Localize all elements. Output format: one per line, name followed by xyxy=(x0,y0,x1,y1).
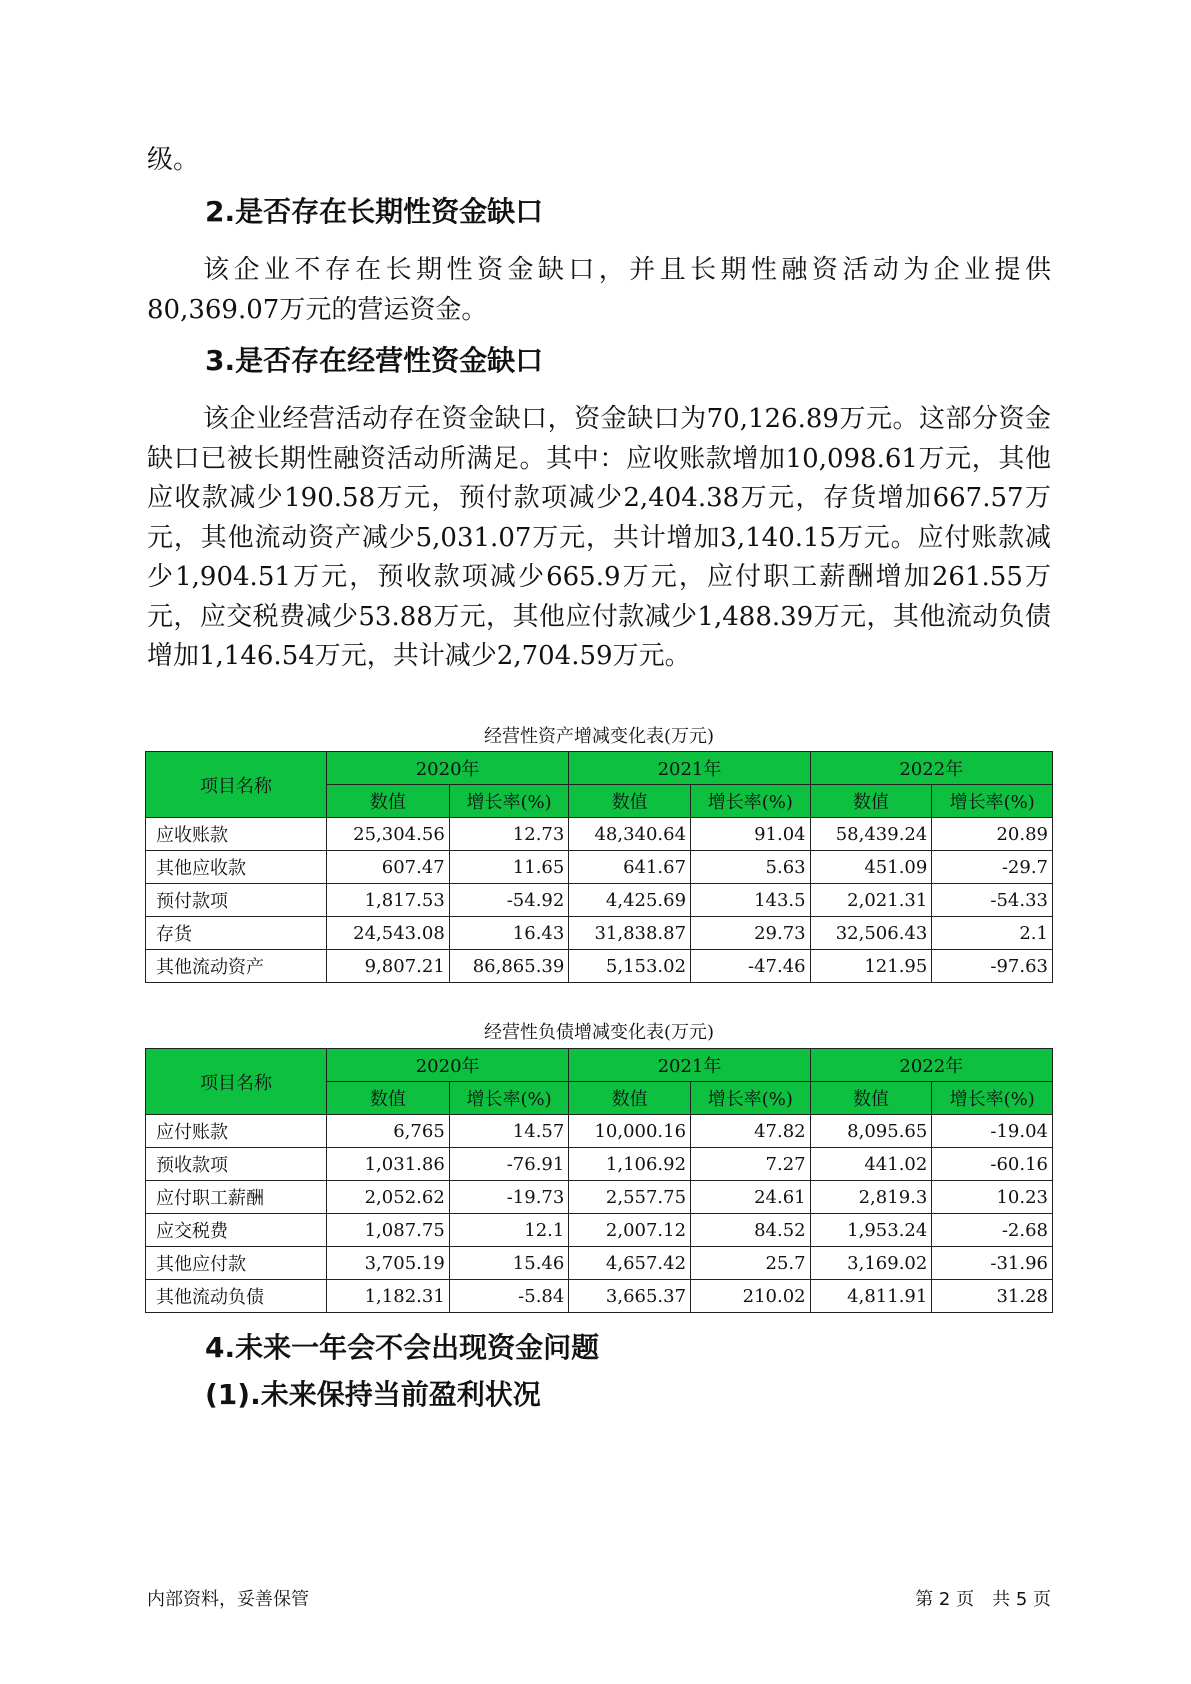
year-header: 2022年 xyxy=(810,1049,1052,1082)
table-row xyxy=(146,917,1053,950)
value-header: 数值 xyxy=(569,785,691,818)
value-cell: 451.09 xyxy=(810,851,932,884)
year-header: 2021年 xyxy=(569,1049,810,1082)
growth-rate-cell: 10.23 xyxy=(932,1181,1053,1214)
paragraph-operating-gap: 该企业经营活动存在资金缺口，资金缺口为70,126.89万元。这部分资金缺口已被长期性融资活动所满足。其中：应收账款增加10,098.61万元，其他应收款减少190.58万元，预付款项减少2,404.38万元，存货增加667.57万元，其他流动资产减少5,031.07万元，共计增加3,140.15万元。应付账款减少1,904.51万元，预收款项减少665.9万元，应付职工薪酬增加261.55万元，应交税费减少53.88万元，其他应付款减少1,488.39万元，其他流动负债增加1,146.54万元，共计减少2,704.59万元。 xyxy=(147,404,1051,671)
assets-table xyxy=(145,751,1053,983)
liabilities-table-caption: 经营性负债增减变化表(万元) xyxy=(483,1022,715,1043)
value-header: 数值 xyxy=(326,785,449,818)
growth-rate-cell: 91.04 xyxy=(691,818,811,851)
table-row xyxy=(146,1247,1053,1280)
growth-rate-cell: -31.96 xyxy=(932,1247,1053,1280)
value-cell: 48,340.64 xyxy=(569,818,691,851)
heading-next-year: 4.未来一年会不会出现资金问题 xyxy=(205,1331,600,1364)
item-name-header: 项目名称 xyxy=(146,1049,327,1115)
value-cell: 9,807.21 xyxy=(326,950,449,983)
growth-rate-cell: -29.7 xyxy=(932,851,1053,884)
row-label-cell: 其他应收款 xyxy=(146,851,327,884)
growth-rate-cell: -19.04 xyxy=(932,1115,1053,1148)
value-header: 数值 xyxy=(810,785,932,818)
value-cell: 4,811.91 xyxy=(810,1280,932,1313)
row-label-cell: 应交税费 xyxy=(146,1214,327,1247)
growth-rate-header: 增长率(%) xyxy=(691,1082,811,1115)
table-row xyxy=(146,1115,1053,1148)
year-header: 2020年 xyxy=(326,1049,568,1082)
table-row xyxy=(146,851,1053,884)
growth-rate-cell: -5.84 xyxy=(449,1280,569,1313)
year-header: 2022年 xyxy=(810,752,1052,785)
growth-rate-cell: -19.73 xyxy=(449,1181,569,1214)
growth-rate-cell: -97.63 xyxy=(932,950,1053,983)
growth-rate-header: 增长率(%) xyxy=(691,785,811,818)
row-label-cell: 预收款项 xyxy=(146,1148,327,1181)
value-cell: 1,953.24 xyxy=(810,1214,932,1247)
item-name-header: 项目名称 xyxy=(146,752,327,818)
growth-rate-cell: -54.33 xyxy=(932,884,1053,917)
footer-confidential: 内部资料，妥善保管 xyxy=(147,1589,309,1610)
growth-rate-header: 增长率(%) xyxy=(932,785,1053,818)
value-cell: 1,106.92 xyxy=(569,1148,691,1181)
growth-rate-cell: 12.73 xyxy=(449,818,569,851)
row-label-cell: 其他应付款 xyxy=(146,1247,327,1280)
value-cell: 4,657.42 xyxy=(569,1247,691,1280)
growth-rate-cell: 7.27 xyxy=(691,1148,811,1181)
value-cell: 1,182.31 xyxy=(326,1280,449,1313)
growth-rate-cell: 29.73 xyxy=(691,917,811,950)
table-row xyxy=(146,950,1053,983)
row-label-cell: 预付款项 xyxy=(146,884,327,917)
value-cell: 1,817.53 xyxy=(326,884,449,917)
year-header: 2021年 xyxy=(569,752,810,785)
value-header: 数值 xyxy=(810,1082,932,1115)
value-cell: 121.95 xyxy=(810,950,932,983)
value-cell: 8,095.65 xyxy=(810,1115,932,1148)
intro-tail-text: 级。 xyxy=(147,145,200,175)
row-label-cell: 其他流动资产 xyxy=(146,950,327,983)
table-row xyxy=(146,1280,1053,1313)
growth-rate-cell: 86,865.39 xyxy=(449,950,569,983)
heading-operating-gap: 3.是否存在经营性资金缺口 xyxy=(205,344,544,377)
value-cell: 4,425.69 xyxy=(569,884,691,917)
row-label-cell: 应付账款 xyxy=(146,1115,327,1148)
value-cell: 24,543.08 xyxy=(326,917,449,950)
row-label-cell: 应付职工薪酬 xyxy=(146,1181,327,1214)
table-row xyxy=(146,818,1053,851)
value-cell: 25,304.56 xyxy=(326,818,449,851)
growth-rate-cell: 143.5 xyxy=(691,884,811,917)
growth-rate-cell: 210.02 xyxy=(691,1280,811,1313)
row-label-cell: 应收账款 xyxy=(146,818,327,851)
value-cell: 2,819.3 xyxy=(810,1181,932,1214)
value-cell: 3,169.02 xyxy=(810,1247,932,1280)
growth-rate-cell: -2.68 xyxy=(932,1214,1053,1247)
value-cell: 2,007.12 xyxy=(569,1214,691,1247)
footer-page-number: 第 2 页 共 5 页 xyxy=(915,1589,1051,1610)
heading-keep-profit: (1).未来保持当前盈利状况 xyxy=(205,1378,541,1411)
row-label-cell: 其他流动负债 xyxy=(146,1280,327,1313)
growth-rate-cell: 20.89 xyxy=(932,818,1053,851)
row-label-cell: 存货 xyxy=(146,917,327,950)
table-row xyxy=(146,1181,1053,1214)
growth-rate-cell: -47.46 xyxy=(691,950,811,983)
growth-rate-cell: 2.1 xyxy=(932,917,1053,950)
growth-rate-cell: 12.1 xyxy=(449,1214,569,1247)
growth-rate-cell: -76.91 xyxy=(449,1148,569,1181)
growth-rate-cell: 84.52 xyxy=(691,1214,811,1247)
value-cell: 6,765 xyxy=(326,1115,449,1148)
value-cell: 2,557.75 xyxy=(569,1181,691,1214)
value-cell: 3,705.19 xyxy=(326,1247,449,1280)
table-row xyxy=(146,1214,1053,1247)
value-cell: 441.02 xyxy=(810,1148,932,1181)
value-cell: 2,021.31 xyxy=(810,884,932,917)
value-cell: 3,665.37 xyxy=(569,1280,691,1313)
growth-rate-cell: 25.7 xyxy=(691,1247,811,1280)
growth-rate-cell: 24.61 xyxy=(691,1181,811,1214)
assets-table-caption: 经营性资产增减变化表(万元) xyxy=(483,726,715,747)
paragraph-long-term-gap: 该企业不存在长期性资金缺口，并且长期性融资活动为企业提供80,369.07万元的营运资金。 xyxy=(147,255,1051,325)
heading-long-term-gap: 2.是否存在长期性资金缺口 xyxy=(205,195,544,228)
growth-rate-cell: 15.46 xyxy=(449,1247,569,1280)
growth-rate-header: 增长率(%) xyxy=(932,1082,1053,1115)
value-cell: 641.67 xyxy=(569,851,691,884)
value-cell: 58,439.24 xyxy=(810,818,932,851)
value-cell: 10,000.16 xyxy=(569,1115,691,1148)
value-cell: 31,838.87 xyxy=(569,917,691,950)
table-row xyxy=(146,1148,1053,1181)
growth-rate-header: 增长率(%) xyxy=(449,1082,569,1115)
growth-rate-cell: 16.43 xyxy=(449,917,569,950)
value-cell: 1,031.86 xyxy=(326,1148,449,1181)
growth-rate-cell: 14.57 xyxy=(449,1115,569,1148)
value-cell: 2,052.62 xyxy=(326,1181,449,1214)
liabilities-table xyxy=(145,1048,1053,1313)
value-cell: 5,153.02 xyxy=(569,950,691,983)
growth-rate-cell: -60.16 xyxy=(932,1148,1053,1181)
value-header: 数值 xyxy=(569,1082,691,1115)
growth-rate-cell: 11.65 xyxy=(449,851,569,884)
year-header: 2020年 xyxy=(326,752,568,785)
value-cell: 32,506.43 xyxy=(810,917,932,950)
value-cell: 1,087.75 xyxy=(326,1214,449,1247)
value-cell: 607.47 xyxy=(326,851,449,884)
table-row xyxy=(146,884,1053,917)
value-header: 数值 xyxy=(326,1082,449,1115)
growth-rate-cell: 5.63 xyxy=(691,851,811,884)
growth-rate-cell: -54.92 xyxy=(449,884,569,917)
growth-rate-cell: 31.28 xyxy=(932,1280,1053,1313)
growth-rate-cell: 47.82 xyxy=(691,1115,811,1148)
growth-rate-header: 增长率(%) xyxy=(449,785,569,818)
